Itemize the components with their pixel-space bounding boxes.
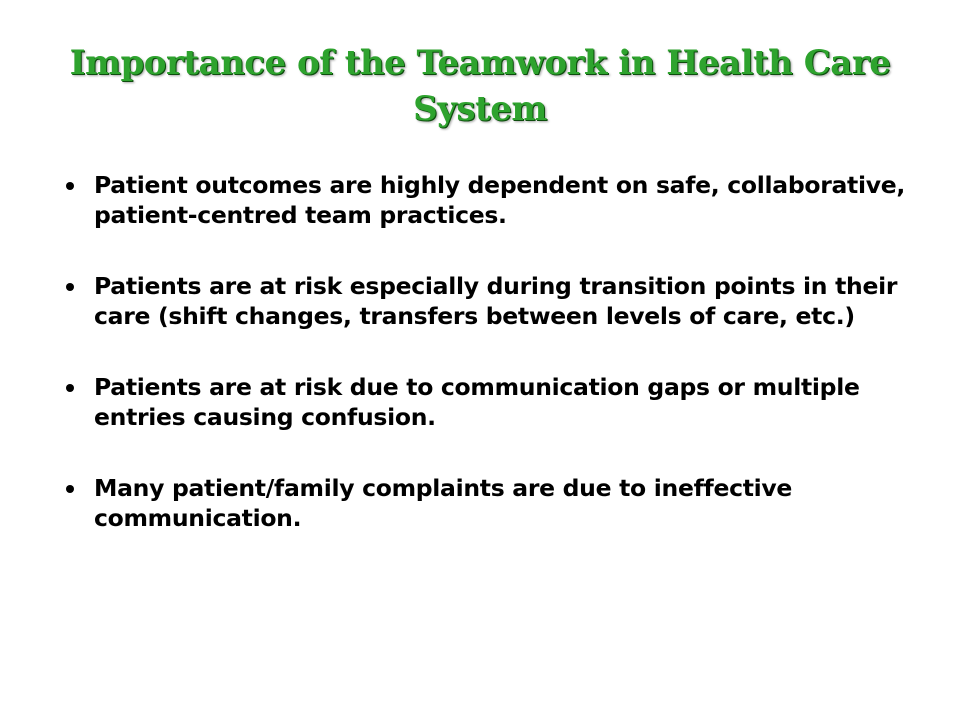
bullet-dot-icon bbox=[66, 384, 74, 392]
bullet-item bbox=[66, 372, 916, 432]
bullet-item bbox=[66, 271, 916, 331]
bullet-text: Patients are at risk due to communication gaps or multiple entries causing confusion. bbox=[94, 373, 860, 431]
bullet-dot-icon bbox=[66, 485, 74, 493]
bullet-text: Many patient/family complaints are due to ineffective communication. bbox=[94, 474, 793, 532]
bullet-dot-icon bbox=[66, 182, 74, 190]
bullet-text: Patients are at risk especially during transition points in their care (shift changes, transfers between levels of care, etc.) bbox=[94, 272, 898, 330]
slide-title: Importance of the Teamwork in Health Care System bbox=[69, 43, 891, 129]
bullet-dot-icon bbox=[66, 283, 74, 291]
bullet-text: Patient outcomes are highly dependent on safe, collaborative, patient-centred team practices. bbox=[94, 171, 906, 229]
bullet-item bbox=[66, 473, 916, 533]
bullet-item bbox=[66, 170, 916, 230]
bullet-list bbox=[66, 170, 916, 574]
